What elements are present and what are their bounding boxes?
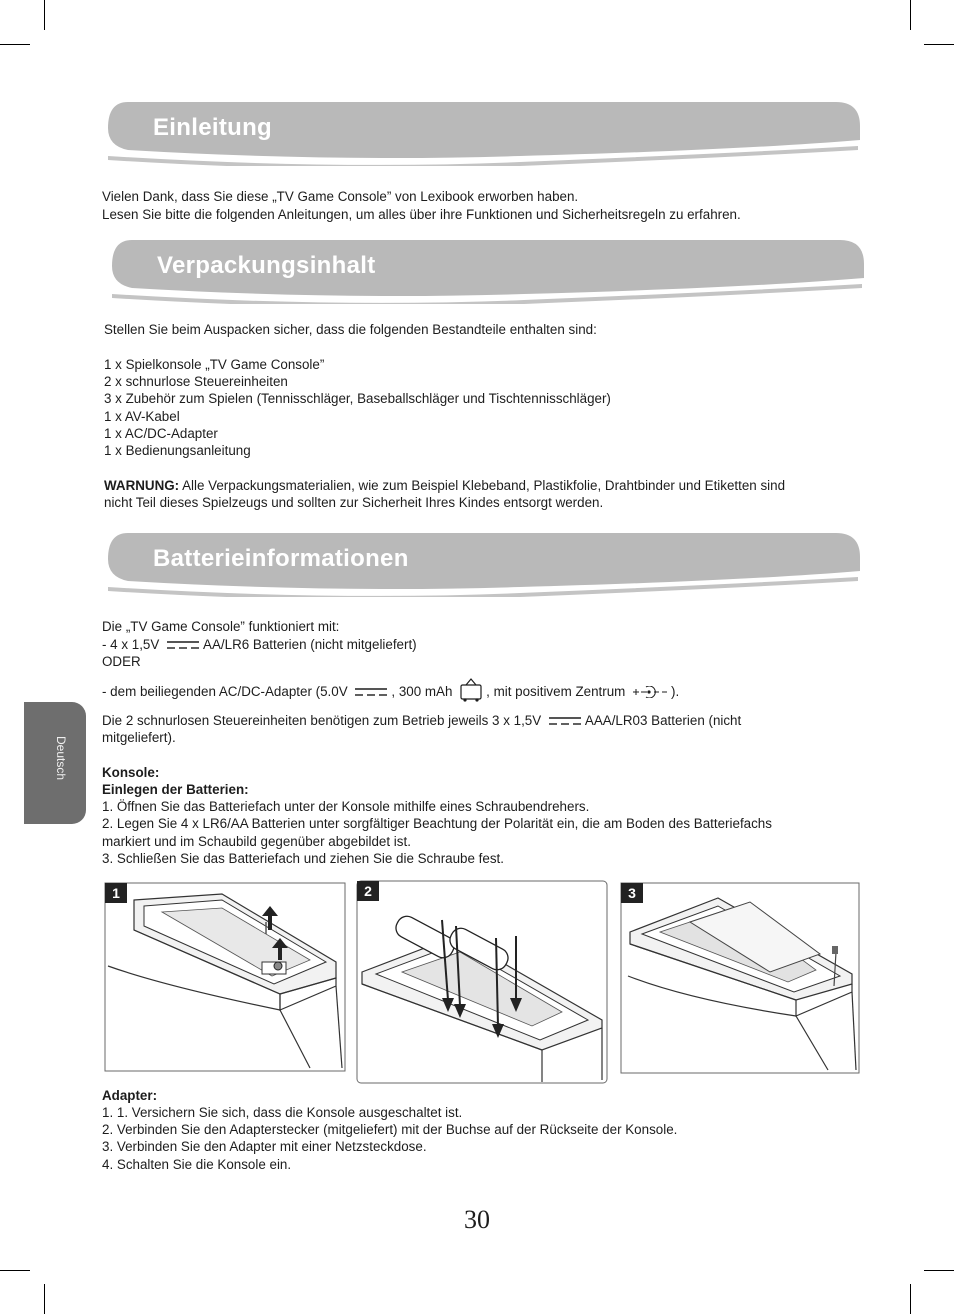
figure-number: 3 <box>628 885 636 901</box>
battery-text: ). <box>671 684 680 699</box>
warning-label: WARNUNG: <box>104 478 180 493</box>
adapter-step: 4. Schalten Sie die Konsole ein. <box>102 1157 292 1172</box>
contents-item: 2 x schnurlose Steuereinheiten <box>104 374 288 389</box>
contents-item: 1 x AV-Kabel <box>104 409 180 424</box>
crop-mark <box>0 1270 30 1271</box>
crop-mark <box>924 44 954 45</box>
intro-line: Lesen Sie bitte die folgenden Anleitungen, um alles über ihre Funktionen und Sicherheitsregeln zu erfahren. <box>102 207 741 222</box>
figure-number: 1 <box>112 885 120 901</box>
battery-line <box>102 712 741 729</box>
crop-mark <box>924 1270 954 1271</box>
adapter-step: 2. Verbinden Sie den Adapterstecker (mitgeliefert) mit der Buchse auf der Rückseite der Konsole. <box>102 1122 678 1137</box>
battery-text: AA/LR6 Batterien (nicht mitgeliefert) <box>203 637 417 652</box>
dc-symbol-icon <box>166 640 200 650</box>
adapter-step: 3. Verbinden Sie den Adapter mit einer Netzsteckdose. <box>102 1139 427 1154</box>
warning-text <box>104 477 785 494</box>
dc-symbol-icon <box>548 716 582 726</box>
insert-step: 1. Öffnen Sie das Batteriefach unter der Konsole mithilfe eines Schraubendrehers. <box>102 799 590 814</box>
section-banner-contents <box>104 238 868 304</box>
battery-line <box>102 677 679 703</box>
section-title: Batterieinformationen <box>153 545 409 572</box>
console-illustration <box>356 880 608 1084</box>
contents-item: 1 x Spielkonsole „TV Game Console” <box>104 357 325 372</box>
adapter-heading: Adapter: <box>102 1088 158 1103</box>
polarity-icon <box>631 686 669 698</box>
battery-text: - 4 x 1,5V <box>102 637 160 652</box>
contents-item: 1 x AC/DC-Adapter <box>104 426 218 441</box>
battery-text: Die 2 schnurlosen Steuereinheiten benötigen zum Betrieb jeweils 3 x 1,5V <box>102 713 542 728</box>
figure-insert-batteries <box>356 880 608 1084</box>
figure-close-compartment <box>620 882 860 1074</box>
intro-line: Vielen Dank, dass Sie diese „TV Game Console” von Lexibook erworben haben. <box>102 189 579 204</box>
section-banner-battery <box>100 531 864 597</box>
insert-step: markiert und im Schaubild gegenüber abgebildet ist. <box>102 834 411 849</box>
section-banner-intro <box>100 100 864 166</box>
crop-mark <box>910 1284 911 1314</box>
crop-mark <box>44 0 45 30</box>
battery-line: ODER <box>102 654 141 669</box>
figure-number: 2 <box>364 883 372 899</box>
contents-item: 1 x Bedienungsanleitung <box>104 443 251 458</box>
dc-symbol-icon <box>354 687 388 697</box>
warning-body: Alle Verpackungsmaterialien, wie zum Beispiel Klebeband, Plastikfolie, Drahtbinder und Etiketten sind <box>179 478 786 493</box>
battery-line: mitgeliefert). <box>102 730 176 745</box>
insert-step: 3. Schließen Sie das Batteriefach und ziehen Sie die Schraube fest. <box>102 851 504 866</box>
contents-intro: Stellen Sie beim Auspacken sicher, dass die folgenden Bestandteile enthalten sind: <box>104 322 597 337</box>
warning-text: nicht Teil dieses Spielzeugs und sollten zur Sicherheit Ihres Kindes entsorgt werden. <box>104 495 604 510</box>
battery-text: - dem beiliegenden AC/DC-Adapter (5.0V <box>102 684 348 699</box>
contents-item: 3 x Zubehör zum Spielen (Tennisschläger, Baseballschläger und Tischtennisschläger) <box>104 391 611 406</box>
crop-mark <box>44 1284 45 1314</box>
battery-line: Die „TV Game Console” funktioniert mit: <box>102 619 340 634</box>
crop-mark <box>910 0 911 30</box>
adapter-plug-icon <box>458 677 484 703</box>
section-title: Verpackungsinhalt <box>157 252 376 279</box>
console-heading: Konsole: <box>102 765 160 780</box>
crop-mark <box>0 44 30 45</box>
figure-open-battery-compartment <box>104 882 346 1072</box>
battery-line <box>102 636 417 653</box>
console-illustration <box>620 882 860 1074</box>
battery-text: AAA/LR03 Batterien (nicht <box>584 713 742 728</box>
insert-step: 2. Legen Sie 4 x LR6/AA Batterien unter sorgfältiger Beachtung der Polarität ein, die am Boden des Batteriefachs <box>102 816 772 831</box>
section-title: Einleitung <box>153 114 272 141</box>
language-tab-label: Deutsch <box>54 736 68 781</box>
page-number: 30 <box>464 1205 490 1234</box>
console-illustration <box>104 882 346 1072</box>
adapter-step: 1. 1. Versichern Sie sich, dass die Konsole ausgeschaltet ist. <box>102 1105 463 1120</box>
battery-text: , mit positivem Zentrum <box>486 684 626 699</box>
insert-heading: Einlegen der Batterien: <box>102 782 249 797</box>
battery-text: , 300 mAh <box>391 684 453 699</box>
